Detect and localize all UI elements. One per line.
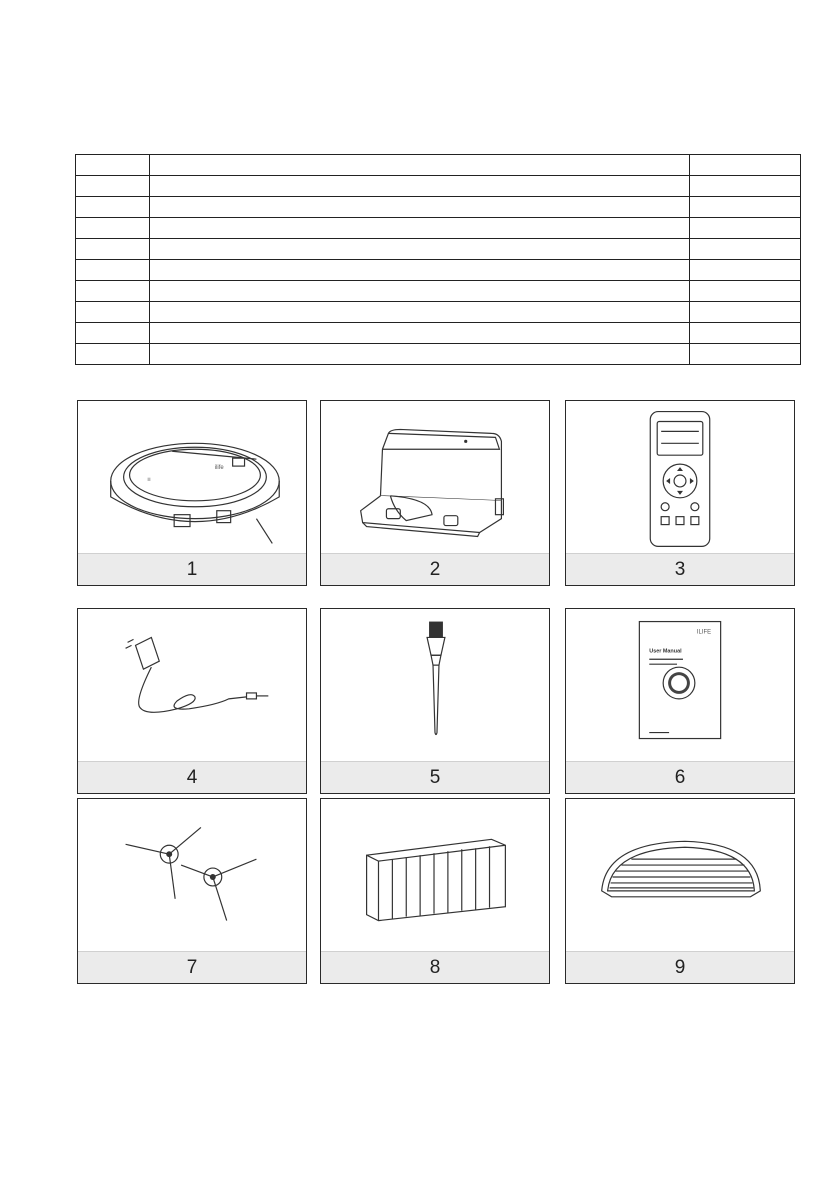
table-cell	[690, 197, 801, 218]
table-cell	[150, 281, 690, 302]
figure-number: 7	[78, 951, 306, 983]
charging-dock-icon	[321, 401, 549, 554]
table-cell	[690, 260, 801, 281]
figure-number: 6	[566, 761, 794, 793]
table-cell	[690, 323, 801, 344]
table-cell	[690, 344, 801, 365]
remote-control-icon	[566, 401, 794, 554]
table-cell	[76, 344, 150, 365]
table-row	[76, 281, 801, 302]
table-cell	[150, 197, 690, 218]
table-row	[76, 260, 801, 281]
figure-card-8	[320, 798, 550, 984]
table-row	[76, 302, 801, 323]
table-cell	[76, 323, 150, 344]
table-cell	[690, 302, 801, 323]
table-cell	[150, 344, 690, 365]
table-cell	[150, 302, 690, 323]
table-cell	[690, 239, 801, 260]
figure-card-9	[565, 798, 795, 984]
figure-card-5	[320, 608, 550, 794]
table-row	[76, 218, 801, 239]
figure-number: 1	[78, 553, 306, 585]
figure-card-4	[77, 608, 307, 794]
svg-text:≡: ≡	[147, 476, 151, 483]
figure-number: 5	[321, 761, 549, 793]
table-cell	[76, 176, 150, 197]
table-row	[76, 155, 801, 176]
table-cell	[150, 155, 690, 176]
table-cell	[76, 218, 150, 239]
power-adapter-icon	[78, 609, 306, 762]
table-cell	[690, 281, 801, 302]
table-cell	[76, 239, 150, 260]
table-cell	[150, 239, 690, 260]
figure-number: 4	[78, 761, 306, 793]
figure-number: 2	[321, 553, 549, 585]
table-cell	[76, 302, 150, 323]
figure-card-2	[320, 400, 550, 586]
table-cell	[76, 260, 150, 281]
robot-vacuum-icon	[78, 401, 306, 554]
table-cell	[690, 155, 801, 176]
figure-card-3	[565, 400, 795, 586]
user-manual-icon	[566, 609, 794, 762]
svg-text:ilife: ilife	[214, 465, 224, 472]
table-cell	[690, 176, 801, 197]
parts-table-body	[76, 155, 801, 365]
table-cell	[690, 218, 801, 239]
table-row	[76, 344, 801, 365]
table-row	[76, 197, 801, 218]
parts-table	[75, 154, 801, 365]
side-brushes-icon	[78, 799, 306, 952]
table-cell	[76, 155, 150, 176]
table-cell	[150, 260, 690, 281]
table-row	[76, 239, 801, 260]
table-cell	[76, 281, 150, 302]
cleaning-brush-icon	[321, 609, 549, 762]
mop-pad-icon	[566, 799, 794, 952]
figure-card-1	[77, 400, 307, 586]
table-cell	[150, 218, 690, 239]
figure-card-6	[565, 608, 795, 794]
manual-title: User Manual	[649, 648, 682, 655]
table-cell	[150, 323, 690, 344]
table-cell	[76, 197, 150, 218]
table-row	[76, 176, 801, 197]
filter-icon	[321, 799, 549, 952]
figure-card-7	[77, 798, 307, 984]
manual-brand: ILIFE	[696, 629, 712, 636]
figure-number: 8	[321, 951, 549, 983]
figure-number: 3	[566, 553, 794, 585]
table-cell	[150, 176, 690, 197]
figure-number: 9	[566, 951, 794, 983]
table-row	[76, 323, 801, 344]
